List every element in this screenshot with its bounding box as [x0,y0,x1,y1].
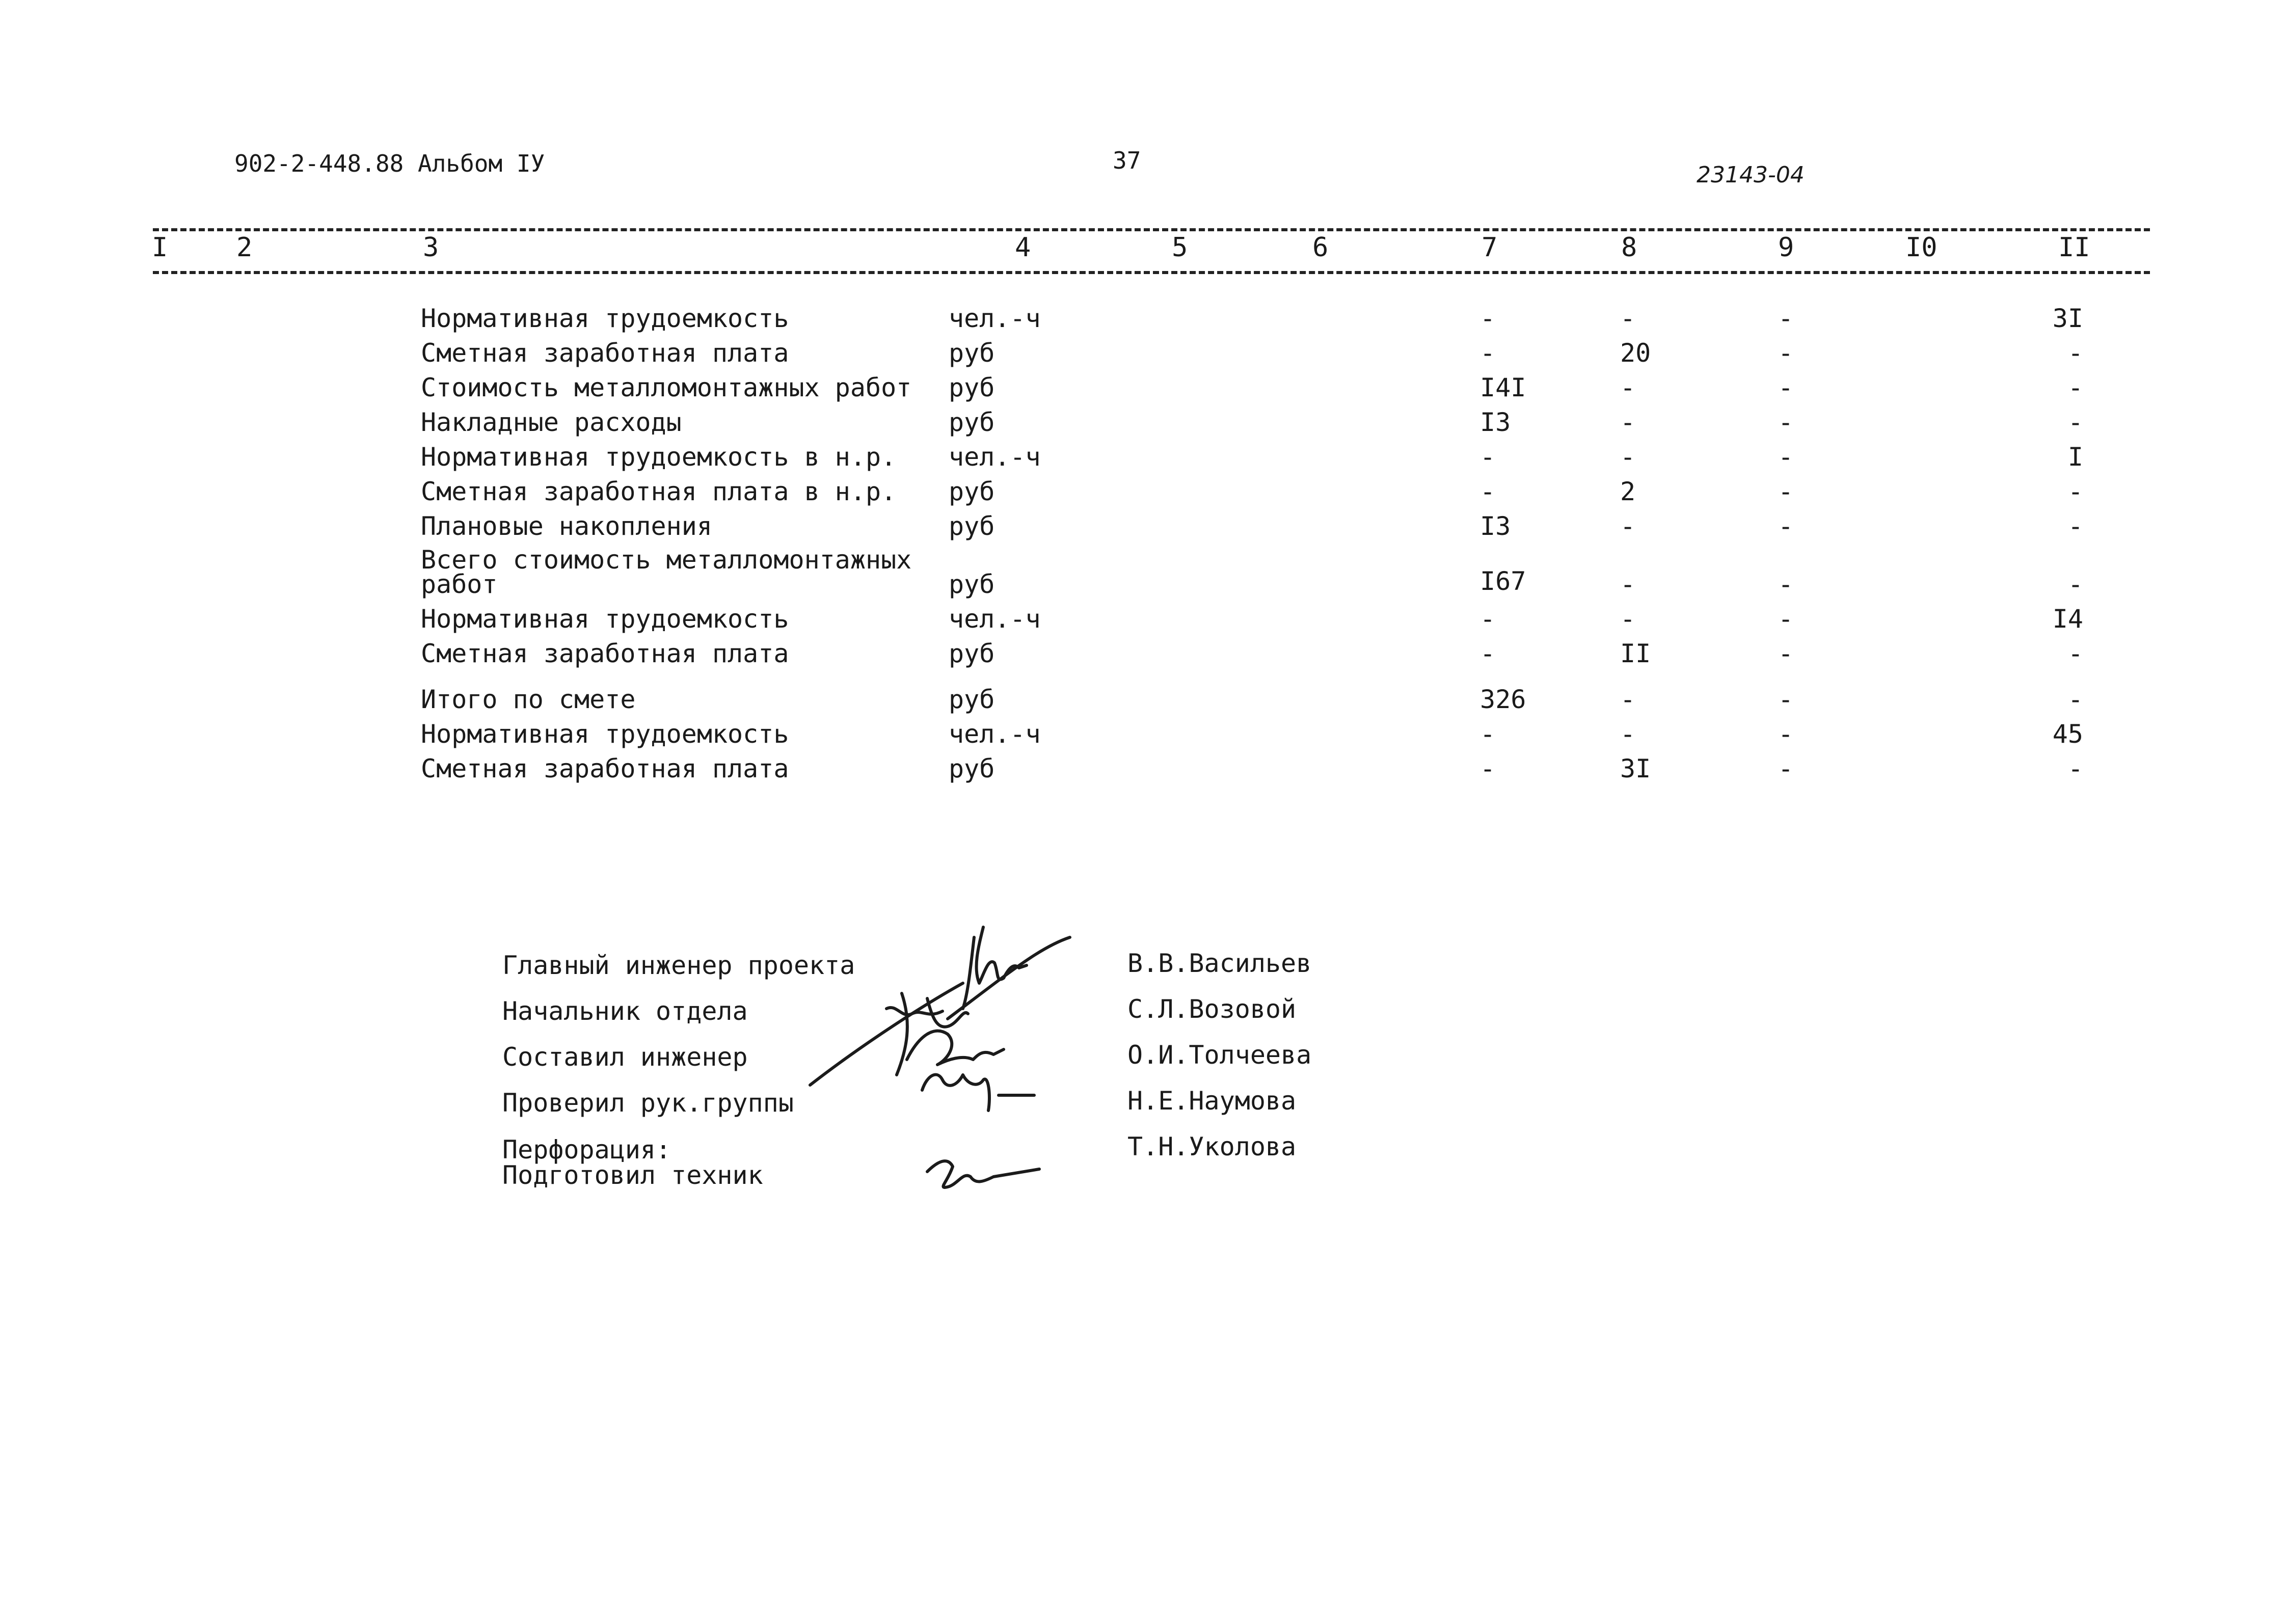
row-col11: I4 [2052,604,2083,634]
column-number: 2 [236,232,253,263]
signature-name: О.И.Толчеева [1127,1040,1312,1070]
row-name: Всего стоимость металломонтажных работ [421,545,912,599]
row-col7: I67 [1480,566,1526,596]
row-unit: руб [949,477,995,506]
signature-name: Н.Е.Наумова [1127,1086,1297,1116]
row-name: Плановые накопления [421,511,712,541]
row-col8: - [1620,685,1636,714]
row-name: Нормативная трудоемкость в н.р. [421,442,897,472]
row-col9: - [1778,442,1794,472]
table-row [0,479,2287,509]
page-number: 37 [1113,147,1141,174]
row-col8: - [1620,511,1636,541]
row-col7: I3 [1480,511,1511,541]
row-unit: руб [949,754,995,783]
row-col11: 45 [2052,719,2083,749]
row-col8: 3I [1620,754,1651,783]
table-row [0,340,2287,371]
table-row [0,375,2287,405]
row-unit: руб [949,338,995,368]
row-col9: - [1778,338,1794,368]
signature-name: В.В.Васильев [1127,949,1312,978]
row-col8: - [1620,604,1636,634]
column-number: I [152,232,168,263]
row-col9: - [1778,685,1794,714]
column-number: 8 [1621,232,1637,263]
row-col11: - [2067,511,2083,541]
row-col7: - [1480,477,1496,506]
row-col8: 20 [1620,338,1651,368]
row-col11: - [2067,639,2083,668]
table-row [0,444,2287,475]
header-top-rule [153,228,2150,231]
row-unit: чел.-ч [949,442,1041,472]
row-name: Итого по смете [421,685,636,714]
row-name: Стоимость металломонтажных работ [421,373,912,402]
row-col11: - [2067,408,2083,437]
table-row [0,513,2287,544]
column-number: II [2058,232,2090,263]
row-col8: - [1620,408,1636,437]
row-name: Нормативная трудоемкость [421,719,789,749]
signature-name: Т.Н.Уколова [1127,1132,1297,1161]
row-name: Нормативная трудоемкость [421,604,789,634]
row-col8: - [1620,719,1636,749]
row-unit: чел.-ч [949,719,1041,749]
column-number: 4 [1015,232,1031,263]
row-name: Нормативная трудоемкость [421,304,789,333]
signature-role: Проверил рук.группы [502,1088,794,1118]
table-row [0,545,2287,604]
row-name: Сметная заработная плата [421,338,789,368]
row-col7: 326 [1480,685,1526,714]
signature-role: Перфорация: Подготовил техник [502,1135,763,1190]
header-bottom-rule [153,271,2150,274]
table-row [0,410,2287,440]
table-row [0,641,2287,671]
row-unit: руб [949,511,995,541]
row-col7: - [1480,442,1496,472]
inventory-number: 23143-04 [1697,162,1805,188]
row-col9: - [1778,304,1794,333]
row-col9: - [1778,570,1794,599]
row-unit: руб [949,408,995,437]
row-unit: руб [949,373,995,402]
signature-role: Составил инженер [502,1042,748,1072]
row-unit: чел.-ч [949,304,1041,333]
table-row [0,687,2287,717]
row-unit: руб [949,639,995,668]
row-col9: - [1778,408,1794,437]
table-row [0,721,2287,752]
row-col9: - [1778,604,1794,634]
row-col7: - [1480,604,1496,634]
row-col11: - [2067,477,2083,506]
row-col11: I [2067,442,2083,472]
table-row [0,306,2287,336]
row-col9: - [1778,511,1794,541]
handwritten-signatures [795,907,1100,1223]
row-col9: - [1778,754,1794,783]
row-col9: - [1778,639,1794,668]
column-number: 7 [1482,232,1498,263]
column-number: 9 [1778,232,1794,263]
row-name: Сметная заработная плата [421,639,789,668]
row-col8: - [1620,373,1636,402]
row-name: Накладные расходы [421,408,682,437]
row-col7: I4I [1480,373,1526,402]
row-col11: 3I [2052,304,2083,333]
column-number: 5 [1172,232,1188,263]
row-col11: - [2067,373,2083,402]
table-row [0,606,2287,637]
row-unit: руб [949,685,995,714]
row-col9: - [1778,477,1794,506]
row-unit: чел.-ч [949,604,1041,634]
column-number: I0 [1905,232,1938,263]
signature-role: Главный инженер проекта [502,951,855,980]
row-col8: - [1620,442,1636,472]
signature-role: Начальник отдела [502,996,748,1026]
row-col7: - [1480,338,1496,368]
row-col11: - [2067,570,2083,599]
row-col7: - [1480,754,1496,783]
row-col8: - [1620,304,1636,333]
signature-name: С.Л.Возовой [1127,994,1297,1024]
row-name: Сметная заработная плата [421,754,789,783]
column-number: 6 [1312,232,1329,263]
row-col7: I3 [1480,408,1511,437]
row-unit: руб [949,570,995,599]
column-number: 3 [423,232,439,263]
row-col8: II [1620,639,1651,668]
row-col11: - [2067,685,2083,714]
row-col7: - [1480,304,1496,333]
row-col11: - [2067,338,2083,368]
row-col9: - [1778,373,1794,402]
row-col8: - [1620,570,1636,599]
row-col7: - [1480,719,1496,749]
document-reference: 902-2-448.88 Альбом IУ [234,150,545,177]
row-name: Сметная заработная плата в н.р. [421,477,897,506]
row-col8: 2 [1620,477,1636,506]
row-col11: - [2067,754,2083,783]
row-col9: - [1778,719,1794,749]
row-col7: - [1480,639,1496,668]
table-row [0,756,2287,787]
